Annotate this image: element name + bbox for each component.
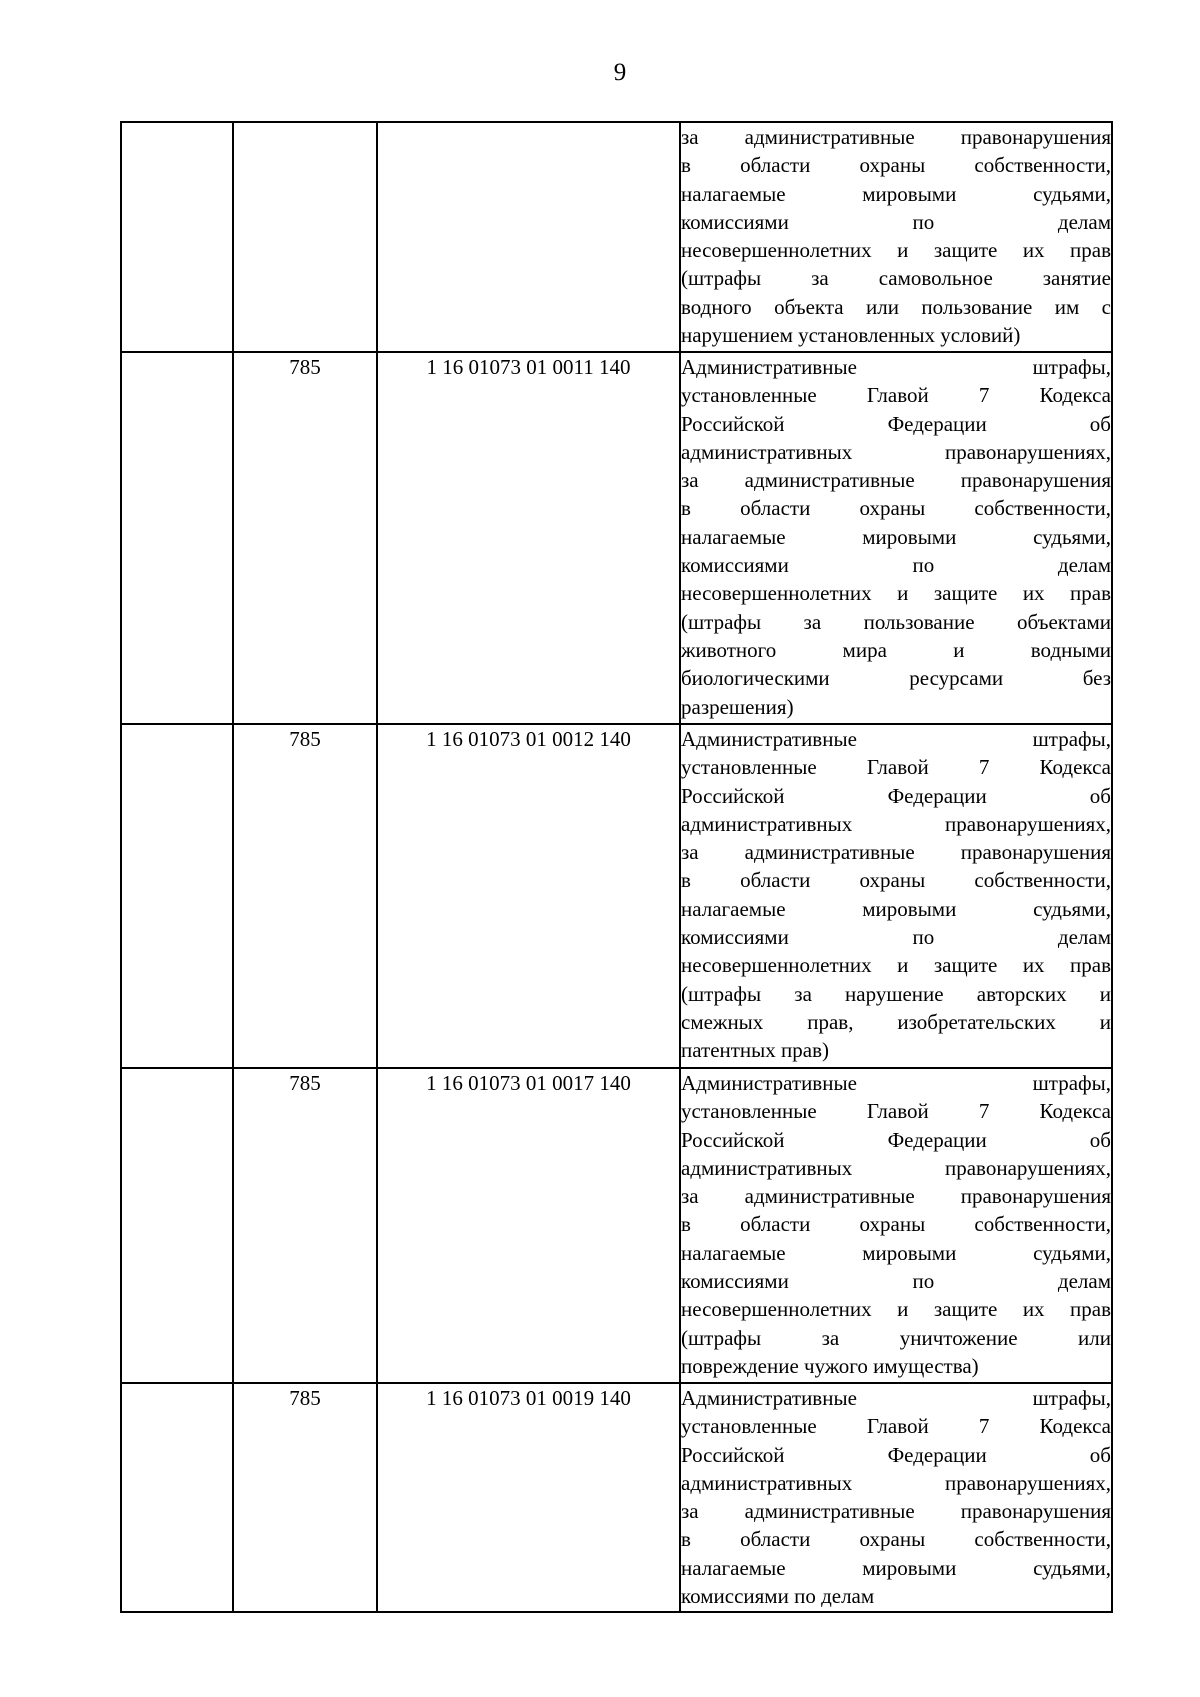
admin-code-cell bbox=[233, 122, 377, 352]
description-line: налагаемые мировыми судьями, bbox=[681, 1240, 1111, 1265]
description-line: водного объекта или пользование им с bbox=[681, 294, 1111, 319]
description-line: несовершеннолетних и защите их прав bbox=[681, 953, 1111, 978]
description-line: в области охраны собственности, bbox=[681, 496, 1111, 521]
kbk-code-cell: 1 16 01073 01 0012 140 bbox=[377, 724, 680, 1068]
empty-cell bbox=[121, 122, 233, 352]
description-line: налагаемые мировыми судьями, bbox=[681, 524, 1111, 549]
description-line: налагаемые мировыми судьями, bbox=[681, 181, 1111, 206]
description-line: комиссиями по делам bbox=[681, 1584, 875, 1609]
description-line: административных правонарушениях, bbox=[681, 1155, 1111, 1180]
description-line: смежных прав, изобретательских и bbox=[681, 1009, 1111, 1034]
description-line: Российской Федерации об bbox=[681, 1442, 1111, 1467]
description-cell bbox=[680, 1068, 1112, 1383]
description-line: Российской Федерации об bbox=[681, 411, 1111, 436]
empty-cell bbox=[121, 1068, 233, 1383]
description-line: установленные Главой 7 Кодекса bbox=[681, 755, 1111, 780]
empty-cell bbox=[121, 1383, 233, 1612]
description-line: (штрафы за нарушение авторских и bbox=[681, 981, 1111, 1006]
kbk-code-cell bbox=[377, 122, 680, 352]
description-cell bbox=[680, 724, 1112, 1068]
table-row bbox=[121, 1383, 1112, 1612]
description-line: установленные Главой 7 Кодекса bbox=[681, 1414, 1111, 1439]
description-line: нарушением установленных условий) bbox=[681, 323, 1021, 348]
description-line: в области охраны собственности, bbox=[681, 1212, 1111, 1237]
description-line: (штрафы за пользование объектами bbox=[681, 609, 1111, 634]
description-line: за административные правонарушения bbox=[681, 840, 1111, 865]
description-line: (штрафы за уничтожение или bbox=[681, 1325, 1111, 1350]
kbk-code-cell: 1 16 01073 01 0011 140 bbox=[377, 352, 680, 724]
description-line: в области охраны собственности, bbox=[681, 1527, 1111, 1552]
description-line: административных правонарушениях, bbox=[681, 1470, 1111, 1495]
description-line: разрешения) bbox=[681, 694, 794, 719]
description-line: установленные Главой 7 Кодекса bbox=[681, 383, 1111, 408]
description-line: повреждение чужого имущества) bbox=[681, 1353, 979, 1378]
description-cell bbox=[680, 352, 1112, 724]
description-line: налагаемые мировыми судьями, bbox=[681, 896, 1111, 921]
description-line: комиссиями по делам bbox=[681, 1269, 1111, 1294]
description-line: за административные правонарушения bbox=[681, 468, 1111, 493]
description-line: административных правонарушениях, bbox=[681, 811, 1111, 836]
description-cell bbox=[680, 122, 1112, 352]
description-line: (штрафы за самовольное занятие bbox=[681, 266, 1111, 291]
description-line: Российской Федерации об bbox=[681, 1127, 1111, 1152]
admin-code-cell: 785 bbox=[233, 1068, 377, 1383]
admin-code-cell: 785 bbox=[233, 352, 377, 724]
table-row bbox=[121, 1068, 1112, 1383]
description-line: административных правонарушениях, bbox=[681, 439, 1111, 464]
description-line: Административные штрафы, bbox=[681, 355, 1111, 379]
description-line: Административные штрафы, bbox=[681, 1386, 1111, 1410]
description-line: комиссиями по делам bbox=[681, 553, 1111, 578]
description-cell bbox=[680, 1383, 1112, 1612]
description-line: Административные штрафы, bbox=[681, 1071, 1111, 1095]
description-line: Российской Федерации об bbox=[681, 783, 1111, 808]
description-line: за административные правонарушения bbox=[681, 1184, 1111, 1209]
description-line: Административные штрафы, bbox=[681, 727, 1111, 751]
description-line: установленные Главой 7 Кодекса bbox=[681, 1099, 1111, 1124]
budget-codes-table bbox=[120, 121, 1113, 1613]
empty-cell bbox=[121, 352, 233, 724]
description-line: в области охраны собственности, bbox=[681, 868, 1111, 893]
description-line: несовершеннолетних и защите их прав bbox=[681, 238, 1111, 263]
table-row bbox=[121, 122, 1112, 352]
kbk-code-cell: 1 16 01073 01 0017 140 bbox=[377, 1068, 680, 1383]
description-line: биологическими ресурсами без bbox=[681, 666, 1111, 691]
empty-cell bbox=[121, 724, 233, 1068]
description-line: животного мира и водными bbox=[681, 637, 1111, 662]
admin-code-cell: 785 bbox=[233, 1383, 377, 1612]
table-row bbox=[121, 724, 1112, 1068]
description-line: за административные правонарушения bbox=[681, 1499, 1111, 1524]
description-line: несовершеннолетних и защите их прав bbox=[681, 581, 1111, 606]
kbk-code-cell: 1 16 01073 01 0019 140 bbox=[377, 1383, 680, 1612]
description-line: несовершеннолетних и защите их прав bbox=[681, 1297, 1111, 1322]
page-number: 9 bbox=[613, 59, 627, 86]
description-line: комиссиями по делам bbox=[681, 209, 1111, 234]
description-line: патентных прав) bbox=[681, 1038, 829, 1063]
description-line: за административные правонарушения bbox=[681, 125, 1111, 149]
admin-code-cell: 785 bbox=[233, 724, 377, 1068]
description-line: комиссиями по делам bbox=[681, 925, 1111, 950]
description-line: в области охраны собственности, bbox=[681, 153, 1111, 178]
description-line: налагаемые мировыми судьями, bbox=[681, 1555, 1111, 1580]
table-row bbox=[121, 352, 1112, 724]
